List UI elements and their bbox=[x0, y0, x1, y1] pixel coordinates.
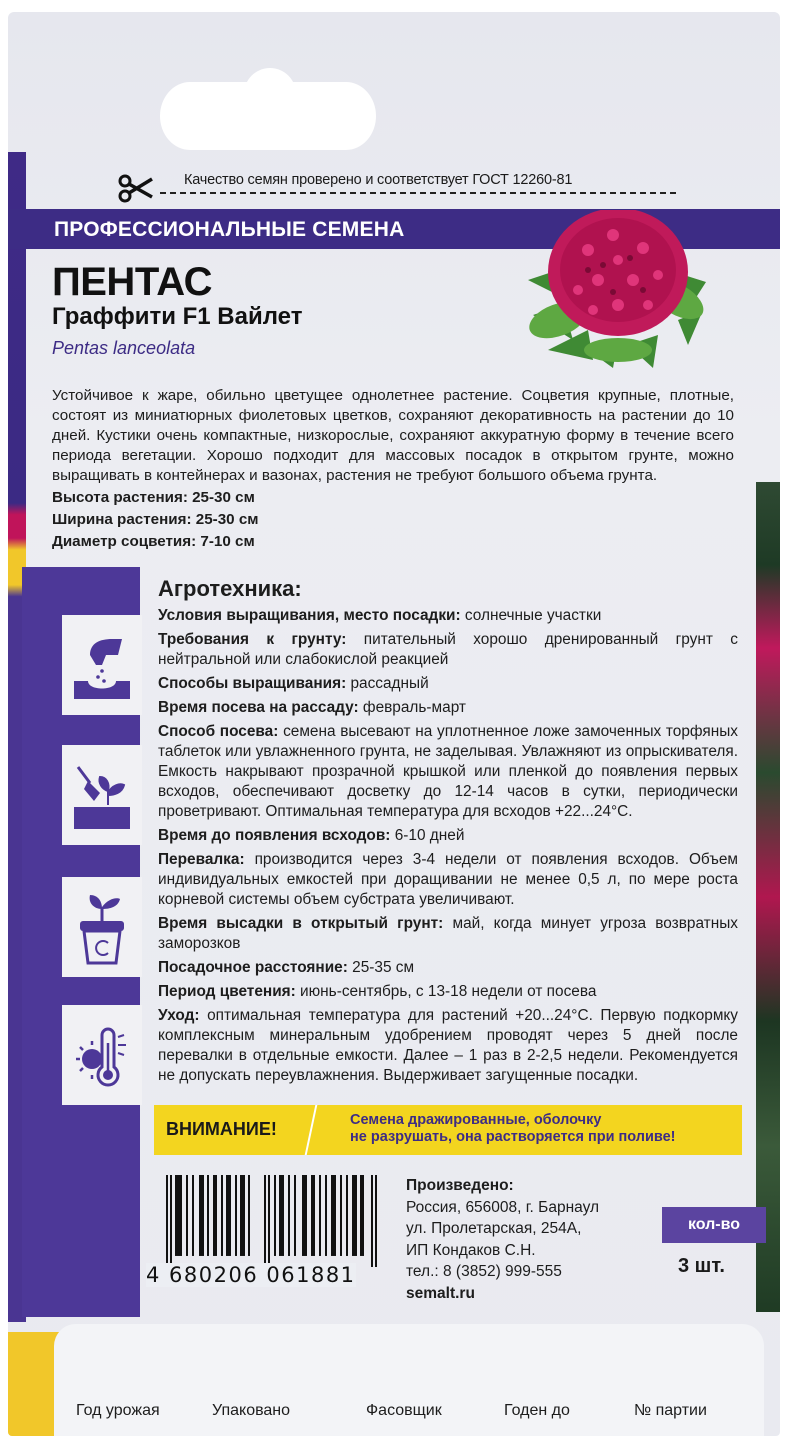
spec-height: Высота растения: 25-30 см bbox=[52, 489, 255, 506]
brand-text: ПРОФЕССИОНАЛЬНЫЕ СЕМЕНА bbox=[54, 218, 405, 241]
agrotechnics-block bbox=[158, 574, 738, 1090]
agrotechnics-title: Агротехника: bbox=[158, 576, 302, 601]
product-title-block bbox=[52, 262, 302, 362]
agro-sowing-method: Способ посева: семена высевают на уплотненное ложе замоченных торфяных таблеток или увлажненного грунта, не заделывая. Увлажняют из опрыскивателя. Емкость накрывают прозрачной крышкой или пленкой до появления первых всходов, обеспечивают досветку до 12-14 часов в сутки, периодически проветривают. Оптимальная температура для всходов +22...24°С. bbox=[158, 723, 738, 820]
field-best-before: Годен до bbox=[504, 1402, 570, 1419]
agro-growing-conditions: Условия выращивания, место посадки: солнечные участки bbox=[158, 607, 602, 624]
sun-thermometer-icon bbox=[72, 1015, 132, 1095]
producer-address-line: Россия, 656008, г. Барнаул bbox=[406, 1198, 600, 1216]
barcode-bars bbox=[166, 1175, 378, 1267]
warning-divider bbox=[305, 1105, 318, 1155]
flower-photo bbox=[518, 210, 718, 370]
side-photo-strip bbox=[756, 482, 780, 1312]
field-harvest-year: Год урожая bbox=[76, 1402, 160, 1419]
producer-address-line: ул. Пролетарская, 254А, bbox=[406, 1220, 582, 1237]
agro-growing-methods: Способы выращивания: рассадный bbox=[158, 675, 429, 692]
icon-tile-care bbox=[62, 1005, 142, 1105]
agro-germination-time: Время до появления всходов: 6-10 дней bbox=[158, 827, 465, 844]
agro-planting-distance: Посадочное расстояние: 25-35 см bbox=[158, 959, 415, 976]
agro-sowing-time: Время посева на рассаду: февраль-март bbox=[158, 699, 466, 716]
icon-tile-seedling bbox=[62, 745, 142, 845]
quality-text: Качество семян проверено и соответствует ГОСТ 12260-81 bbox=[184, 172, 573, 188]
field-packed: Упаковано bbox=[212, 1402, 291, 1419]
spec-diameter: Диаметр соцветия: 7-10 см bbox=[52, 533, 255, 550]
warning-banner bbox=[154, 1105, 742, 1155]
producer-info bbox=[406, 1175, 599, 1304]
hang-hole bbox=[160, 82, 376, 150]
quantity-value: 3 шт. bbox=[678, 1255, 725, 1277]
agro-soil-requirements: Требования к грунту: питательный хорошо дренированный грунт с нейтральной или слабокислой реакцией bbox=[158, 631, 738, 668]
product-latin-name: Pentas lanceolata bbox=[52, 338, 196, 358]
icon-tile-pot bbox=[62, 877, 142, 977]
description-block bbox=[52, 386, 734, 552]
agro-transplant: Перевалка: производится через 3-4 недели от появления всходов. Объем индивидуальных емкостей при доращивании не менее 0,5 л, по мере роста корневой системы объем субстрата увеличивают. bbox=[158, 851, 738, 908]
agro-flowering-period: Период цветения: июнь-сентябрь, с 13-18 недели от посева bbox=[158, 983, 597, 1000]
seed-packet bbox=[8, 12, 780, 1436]
product-title: ПЕНТАС bbox=[52, 260, 213, 304]
barcode-digits: 4 680206 061881 bbox=[146, 1263, 356, 1287]
agro-planting-out-time: Время высадки в открытый грунт: май, когда минует угроза возвратных заморозков bbox=[158, 915, 738, 952]
field-packer: Фасовщик bbox=[366, 1402, 442, 1419]
scissors-icon bbox=[118, 173, 154, 203]
spec-width: Ширина растения: 25-30 см bbox=[52, 511, 259, 528]
agro-care: Уход: оптимальная температура для растений +20...24°С. Первую подкормку комплексным минеральным удобрением проводят через 5 дней после перевалки в отдельные емкости. Далее – 1 раз в 2-2,5 недели. Рекомендуется не допускать переувлажнения. Выдерживает загущенные посадки. bbox=[158, 1007, 739, 1084]
icon-column bbox=[22, 567, 140, 1317]
quantity-label: кол-во bbox=[662, 1207, 766, 1243]
cut-line bbox=[160, 192, 676, 194]
barcode bbox=[146, 1175, 381, 1285]
description-text: Устойчивое к жаре, обильно цветущее однолетнее растение. Соцветия крупные, плотные, состоят из миниатюрных фиолетовых цветков, сохраняют декоративность на растении до 10 дней. Кустики очень компактные, низкорослые, сохраняют аккуратную форму в течение всего периода вегетации. Хорошо подходит для массовых посадок в открытом грунте, можно выращивать в контейнерах и вазонах, растения не требуют большого объема грунта. bbox=[52, 387, 734, 484]
warning-label: ВНИМАНИЕ! bbox=[166, 1119, 277, 1139]
hand-sowing-icon bbox=[72, 625, 132, 705]
producer-website: semalt.ru bbox=[406, 1284, 475, 1302]
product-variety: Граффити F1 Вайлет bbox=[52, 303, 303, 330]
icon-tile-sowing bbox=[62, 615, 142, 715]
quality-notice bbox=[118, 169, 678, 199]
producer-title: Произведено: bbox=[406, 1177, 514, 1194]
producer-name: ИП Кондаков С.Н. bbox=[406, 1241, 536, 1259]
field-batch-number: № партии bbox=[634, 1402, 707, 1419]
pot-seedling-icon bbox=[72, 887, 132, 967]
warning-text: Семена дражированные, оболочку не разрушать, она растворяется при поливе! bbox=[350, 1112, 676, 1145]
producer-phone: тел.: 8 (3852) 999-555 bbox=[406, 1263, 562, 1280]
trowel-seedling-icon bbox=[72, 755, 132, 835]
